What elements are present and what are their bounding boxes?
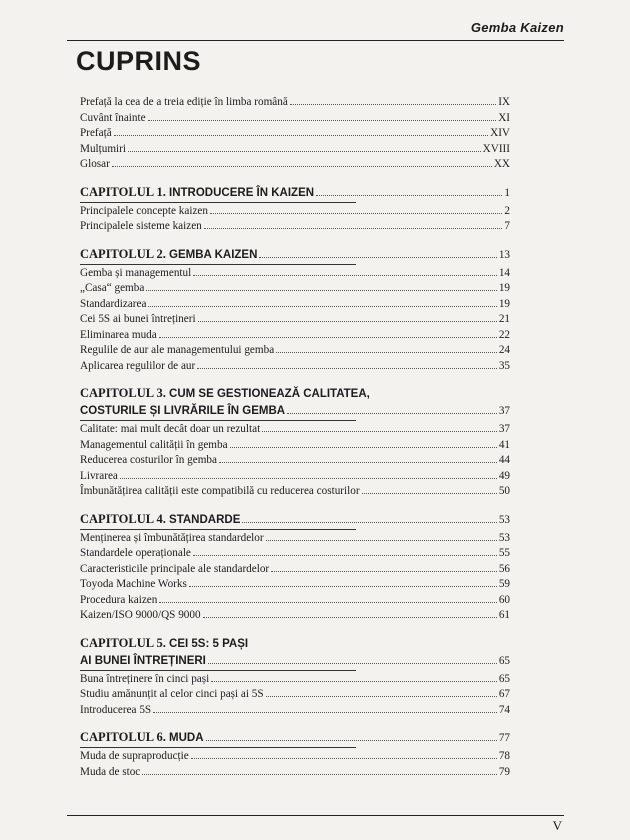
chapter-label: CAPITOLUL 6.: [80, 730, 166, 744]
chapter-name: MUDA: [169, 732, 204, 744]
toc-entry: [80, 111, 510, 127]
toc-entry-title: Muda de supraproducție: [80, 750, 189, 762]
footer-rule: [67, 815, 564, 816]
toc-entry: [80, 343, 510, 359]
toc-entry: [80, 126, 510, 142]
chapter-block: [80, 184, 510, 235]
chapter-heading-line2: [80, 653, 510, 670]
toc-entry: [80, 312, 510, 328]
leader-dots: [197, 368, 497, 369]
leader-dots: [148, 306, 496, 307]
chapter-name: CEI 5S: 5 PAȘI: [169, 637, 249, 650]
toc-entry-page: 19: [498, 297, 510, 310]
toc-entry-page: 67: [498, 688, 510, 700]
toc-entry: [80, 469, 510, 485]
toc-entry-page: 22: [498, 328, 510, 341]
toc-entry: [80, 608, 510, 624]
toc-entry-page: 14: [498, 266, 510, 279]
chapter-label: CAPITOLUL 5.: [80, 635, 166, 650]
leader-dots: [287, 413, 497, 414]
chapter-rule: [80, 264, 356, 265]
leader-dots: [189, 586, 497, 587]
toc-entry: [80, 484, 510, 500]
toc-entry-page: 50: [498, 485, 510, 497]
chapter-name: STANDARDE: [169, 513, 241, 526]
toc-entry: [80, 297, 510, 313]
running-head-text: Gemba Kaizen: [470, 20, 564, 35]
chapter-block: [80, 729, 510, 780]
chapter-page: 1: [504, 186, 510, 199]
toc-entry: [80, 577, 510, 593]
leader-dots: [211, 681, 497, 682]
chapter-rule: [80, 670, 356, 671]
toc-entry-page: 74: [498, 703, 510, 716]
leader-dots: [128, 151, 481, 152]
toc-entry: [80, 687, 510, 703]
chapter-name-line2: AI BUNEI ÎNTREȚINERI: [80, 654, 206, 667]
toc-entry-page: 78: [498, 750, 510, 762]
chapter-title: [80, 729, 204, 747]
toc-entry-title: Prefață la cea de a treia ediție în limba română: [80, 96, 288, 108]
toc-entry-title: Prefață: [80, 127, 112, 139]
toc-entry-title: Managementul calității în gemba: [80, 438, 228, 451]
toc-entry-page: 2: [504, 204, 510, 217]
toc-entry-title: Procedura kaizen: [80, 593, 158, 606]
toc-entry: [80, 204, 510, 220]
toc-entry-title: Standardizarea: [80, 297, 147, 310]
toc-entry: [80, 422, 510, 438]
toc-entry-page: 60: [498, 593, 510, 606]
chapter-label: CAPITOLUL 2.: [80, 246, 166, 261]
toc-entry-page: 7: [504, 220, 510, 232]
toc-entry: [80, 359, 510, 375]
chapter-heading: [80, 385, 510, 403]
chapter-title: [80, 385, 370, 403]
leader-dots: [259, 257, 496, 258]
leader-dots: [208, 663, 497, 664]
toc-entry-page: 79: [498, 765, 510, 778]
toc-entry-page: IX: [498, 96, 510, 108]
leader-dots: [262, 431, 497, 432]
leader-dots: [204, 228, 503, 229]
chapter-block: [80, 246, 510, 375]
chapter-heading-line2: [80, 403, 510, 420]
chapter-title: [80, 635, 248, 653]
toc-entry-page: 19: [498, 282, 510, 294]
toc-entry-title: Menținerea și îmbunătățirea standardelor: [80, 531, 264, 544]
toc-entry-page: 55: [498, 547, 510, 559]
toc-entry-page: 35: [498, 359, 510, 372]
toc-entry-title: Muda de stoc: [80, 765, 141, 778]
toc-entry-page: XX: [493, 158, 510, 170]
chapter-heading: [80, 184, 510, 202]
toc-entry: [80, 328, 510, 344]
toc-entry-title: Principalele sisteme kaizen: [80, 220, 202, 232]
toc-entry-title: Îmbunătățirea calității este compatibilă cu reducerea costurilor: [80, 485, 360, 497]
toc-entry-title: Aplicarea regulilor de aur: [80, 359, 196, 372]
page-title: CUPRINS: [76, 46, 202, 76]
chapter-rule: [80, 202, 356, 203]
leader-dots: [290, 104, 496, 105]
toc-entry: [80, 142, 510, 158]
toc-entry-page: XVIII: [482, 142, 510, 155]
toc-entry-title: Glosar: [80, 158, 110, 170]
toc-entry-page: 56: [498, 562, 510, 575]
toc-entry-page: 59: [498, 578, 510, 590]
chapter-page: 65: [498, 654, 510, 667]
table-of-contents: [80, 95, 510, 780]
toc-entry: [80, 438, 510, 454]
leader-dots: [146, 290, 497, 291]
chapter-name: INTRODUCERE ÎN KAIZEN: [169, 186, 315, 199]
toc-entry: [80, 703, 510, 719]
leader-dots: [193, 555, 497, 556]
toc-entry: [80, 281, 510, 297]
leader-dots: [142, 774, 497, 775]
leader-dots: [159, 602, 496, 603]
leader-dots: [148, 120, 497, 121]
chapter-block: [80, 511, 510, 624]
toc-entry-page: 41: [498, 438, 510, 451]
toc-entry-page: 24: [498, 344, 510, 356]
chapter-rule: [80, 747, 356, 748]
toc-entry: [80, 765, 510, 781]
chapter-heading: [80, 511, 510, 529]
leader-dots: [276, 352, 497, 353]
leader-dots: [266, 540, 497, 541]
toc-entry-title: Gemba și managementul: [80, 266, 192, 279]
leader-dots: [362, 493, 497, 494]
leader-dots: [198, 321, 497, 322]
chapter-title: [80, 511, 240, 529]
chapter-heading: [80, 729, 510, 747]
toc-entry-page: 21: [498, 313, 510, 325]
leader-dots: [271, 571, 497, 572]
toc-entry-title: Cei 5S ai bunei întrețineri: [80, 313, 196, 325]
toc-entry-title: Caracteristicile principale ale standardelor: [80, 562, 270, 575]
leader-dots: [153, 712, 497, 713]
chapter-title: [80, 184, 314, 202]
toc-entry: [80, 531, 510, 547]
chapter-label: CAPITOLUL 3.: [80, 386, 166, 400]
toc-entry-title: Eliminarea muda: [80, 328, 157, 341]
toc-entry: [80, 453, 510, 469]
toc-entry-title: Kaizen/ISO 9000/QS 9000: [80, 609, 201, 621]
chapter-page: 77: [498, 732, 510, 744]
chapter-rule: [80, 420, 356, 421]
toc-entry: [80, 157, 510, 173]
leader-dots: [120, 478, 497, 479]
leader-dots: [193, 275, 497, 276]
toc-entry-title: Studiu amănunțit al celor cinci pași ai 5S: [80, 688, 264, 700]
chapter-title: [80, 246, 257, 264]
leader-dots: [230, 447, 497, 448]
leader-dots: [159, 337, 497, 338]
chapter-block: [80, 635, 510, 719]
leader-dots: [191, 758, 497, 759]
chapter-label: CAPITOLUL 1.: [80, 184, 166, 199]
chapter-heading: [80, 635, 510, 653]
toc-entry-page: 37: [498, 423, 510, 435]
chapter-page: 37: [498, 405, 510, 417]
toc-entry: [80, 219, 510, 235]
toc-entry-page: XIV: [490, 127, 510, 139]
chapter-block: [80, 385, 510, 500]
toc-entry-title: Introducerea 5S: [80, 703, 152, 716]
toc-entry-page: 61: [498, 609, 510, 621]
chapter-page: 13: [498, 248, 510, 261]
leader-dots: [112, 166, 492, 167]
toc-entry-page: 65: [498, 672, 510, 685]
toc-entry-title: Buna întreținere în cinci pași: [80, 672, 210, 685]
toc-entry-title: Toyoda Machine Works: [80, 578, 187, 590]
leader-dots: [210, 213, 502, 214]
chapter-name: GEMBA KAIZEN: [169, 248, 258, 261]
leader-dots: [316, 195, 502, 196]
leader-dots: [266, 696, 497, 697]
toc-entry: [80, 749, 510, 765]
chapter-name-line2: COSTURILE ȘI LIVRĂRILE ÎN GEMBA: [80, 405, 286, 417]
toc-entry-title: Reducerea costurilor în gemba: [80, 454, 217, 466]
toc-entry-page: XI: [498, 111, 510, 124]
chapter-rule: [80, 529, 356, 530]
toc-entry-title: Mulțumiri: [80, 142, 126, 155]
toc-entry-title: Cuvânt înainte: [80, 111, 146, 124]
toc-entry-title: Standardele operaționale: [80, 547, 191, 559]
chapter-name: CUM SE GESTIONEAZĂ CALITATEA,: [169, 388, 370, 400]
chapter-page: 53: [498, 513, 510, 526]
chapter-label: CAPITOLUL 4.: [80, 511, 166, 526]
chapter-heading: [80, 246, 510, 264]
toc-entry-title: Regulile de aur ale managementului gemba: [80, 344, 275, 356]
toc-entry-page: 49: [498, 469, 510, 482]
leader-dots: [219, 462, 497, 463]
toc-entry: [80, 95, 510, 111]
leader-dots: [206, 740, 497, 741]
toc-entry: [80, 593, 510, 609]
page-number: V: [552, 818, 562, 833]
toc-entry: [80, 266, 510, 282]
toc-entry-page: 53: [498, 531, 510, 544]
toc-entry-title: Livrarea: [80, 469, 118, 482]
running-header: [67, 18, 564, 41]
toc-entry-title: Principalele concepte kaizen: [80, 204, 208, 217]
leader-dots: [242, 522, 496, 523]
toc-entry: [80, 562, 510, 578]
toc-entry-title: „Casa“ gemba: [80, 282, 145, 294]
leader-dots: [203, 617, 497, 618]
leader-dots: [114, 135, 488, 136]
toc-entry: [80, 672, 510, 688]
toc-entry-title: Calitate: mai mult decât doar un rezultat: [80, 423, 261, 435]
toc-entry-page: 44: [498, 454, 510, 466]
toc-entry: [80, 546, 510, 562]
